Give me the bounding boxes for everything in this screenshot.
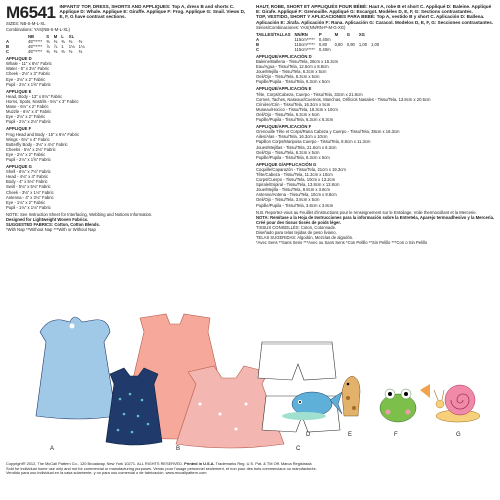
table-cell: ⅜ [78,39,83,45]
applique-fabric-line: Joues/Mejillas - Tissu/Tela, 21.6cm x 6.3cm [256,144,337,150]
applique-fabric-line: Pupille/Pupila - Tissu/Tela, 6.3cm x 6.3cm [256,117,334,123]
pattern-number: M6541 [6,3,56,22]
view-f-frog-applique [380,384,430,438]
table-header-cell: M [53,34,58,40]
table-row [256,47,383,52]
french-spanish-column [256,4,496,245]
applique-fabric-line: Corps/Cuerpo - Tissu/Tela, 10cm x 13.2cm [256,177,336,183]
table-cell: 1,00 [371,41,380,47]
applique-fabric-line: Museau/Hocico - Tissu/Tela, 16.3cm x 10cm [256,106,338,112]
printed-in-text: Printed in U.S.A. [184,461,215,466]
table-cell [347,47,359,52]
applique-fabric-line: Oeil/Ojo - Tissu/Tela, 6.3cm x 5cm [256,111,320,117]
applique-fabric-line: Oeil/Ojo - Tissu/Tela, 6.3cm x 5cm [256,149,320,155]
metric-table [256,32,383,52]
view-d-label: D [306,432,311,438]
french-notes [256,210,496,246]
table-cell: 45"***** [28,44,43,50]
trademark-text: Trademarks Reg. U.S. Pat. & TM Off. Marca Registrada [215,461,312,466]
applique-fabric-line: Oeil/Ojo - Tissu/Tela, 3.8cm x 5cm [256,197,320,203]
combinations-line: Combinations: YAS(NB-S-M-L-XL) [6,27,70,33]
table-cell: 0,90 [346,41,355,47]
note-line: Designed for Lightweight Woven Fabrics. [6,217,89,222]
table-header-cell: P [318,31,322,37]
table-header-cell: XG [358,31,365,37]
table-cell: 115cm***** [294,36,315,42]
table-cell: 45"***** [28,39,43,45]
view-g-label: G [456,432,461,438]
view-a-front-illustration [106,368,162,445]
table-cell: ⅜ [78,49,83,55]
note-line: *With Nap **Without Nap ***With or Without Nap [6,227,96,233]
copyright-text: Copyright® 2012, The McCall Pattern Co., 120 Broadway, New York 10271. ALL RIGHTS RESERVED. [6,461,184,466]
applique-fabric-line: Antenne/Antena - Tissu/Tela, 10cm x 8.8cm [256,192,337,198]
applique-fabric-line: Crinière/Crin - Tissu/Tela, 16.3cm x 5cm [256,101,331,107]
applique-fabric-line: Tête/Cabeza - Tissu/Tela, 11.3cm x 10cm [256,171,333,177]
table-cell: ⅜ [68,49,73,55]
note-line: NOTA: Remítase a la Hoja de Instrucciones para la información sobre la Entretela, Aparejo termoadhesivo y la Mercería. [256,214,495,220]
applique-fabric-line: Cornes, Taches, Naseaux/Cuernos, Manchas, Orificios Nasales - Tissu/Tela, 13.8cm x 20.5cm [256,96,431,102]
applique-fabric-line: Eau/Agua - Tissu/Tela, 12.5cm x 8.8cm [256,64,329,70]
french-description: HAUT, ROBE, SHORT ET APPLIQUÉS POUR BÉBÉ: Haut A, robe B et short C. Appliqué D: Baleine. Appliqué E: Girafe. Appliqué F: Grenouille. Appliqué G: Escargot. Modèles D, E, F, G: Sections contrastantes. [256,4,492,15]
view-g-snail-applique [434,385,480,438]
table-cell: 45"***** [28,49,43,55]
note-line: Créé pour des tissus tissés de poids léger. [256,219,341,225]
copyright-footer [6,462,494,476]
applique-fabric-line: Pupil - 2⅛" x 2⅛" Fabric [6,119,51,125]
note-line: SUGGESTED FABRICS: Cotton, Cotton Blends. [6,222,100,228]
spanish-description: TOP, VESTIDO, SHORT Y APLICACIONES PARA BEBÉ: Top A, vestido B y short C. Aplicación D: Ballena. Aplicación E: Jirafa. Aplicación F: Rana. Aplicación G: Caracol. Modelos D, E, F, G: Secciones contrastantes. [256,14,494,25]
table-header-cell: XL [68,34,75,40]
applique-fabric-line: Pupille/Pupila - Tissu/Tela, 3.8cm x 3.8cm [256,202,334,208]
applique-fabric-line: Mane - 6⅛" x 2" Fabric [6,104,49,110]
yardage-table [6,34,88,54]
note-line: *Avec Sens **Sans Sens ***Avec ou Sans Sens *Con Pelillo **Sin Pelillo ***Con o Sin Pelillo [256,240,428,246]
row-label: B [6,44,10,50]
applique-fabric-line: Wings - 6⅛" x 4" Fabric [6,136,50,142]
table-cell: 0,80 [334,41,343,47]
applique-fabric-line: Spirale/Espiral - Tissu/Tela, 13.8cm x 13.8cm [256,182,340,188]
note-line: NOTE: See Instruction Sheet for Interfacing, Webbing and Notions Information. [6,211,153,217]
row-label: A [256,36,260,42]
applique-fabric-line: Tête, Corps/Cabeza, Cuerpo - Tissu/Tela, 33cm x 21.8cm [256,91,363,97]
english-description: INFANTS' TOP, DRESS, SHORTS AND APPLIQUES: Top A, dress B and shorts C. Applique D: Whale. Applique E: Giraffe. Applique F: Frog. Applique G: Snail. Views D, E, F, G have contrast sections. [59,4,246,20]
table-cell: 0,40m [318,36,331,42]
table-cell: ⅜ [68,39,73,45]
view-b-label: B [176,446,181,452]
table-cell: ⅜ [61,39,65,45]
applique-fabric-line: Eye - 2⅛" x 2" Fabric [6,151,46,157]
row-label: B [256,41,260,47]
table-cell: 0,40m [318,46,331,52]
applique-fabric-line: Eye - 1⅛" x 2" Fabric [6,199,46,205]
english-header [6,4,249,21]
note-line: Diseñado para telas tejidas de peso liviano. [256,230,337,235]
table-cell [371,47,383,52]
applique-fabric-line: Whale - 11" x 6⅛" Fabric [6,61,52,67]
series-line: Séries/Combinaciones: YAS(NN/RN-P-M-G-XG) [256,24,346,30]
english-notes [6,212,249,232]
garment-illustrations [0,304,500,454]
row-label: C [6,49,10,55]
applique-fabric-line: Cheek - 3⅛" x 1⅛" Fabric [6,189,54,195]
applique-fabric-line: Muzzle - 6⅛" x 4" Fabric [6,109,52,115]
applique-fabric-line: Pupille/Pupila - Tissu/Tela, 6.3cm x 5cm [256,79,330,85]
applique-title: APPLIQUE F [6,126,32,132]
applique-fabric-line: Coquille/Caparazón - Tissu/Tela, 21cm x 19.3cm [256,166,346,172]
view-e-label: E [348,432,353,438]
table-header-cell: NN/RN [294,31,308,37]
applique-fabric-line: Cheek - 2⅛" x 3" Fabric [6,71,51,77]
table-header-cell: TAILLES/TALLAS [256,31,291,37]
row-label: A [6,39,10,45]
applique-fabric-line: Ailes/Alas - Tissu/Tela, 16.3cm x 10cm [256,134,328,140]
applique-fabric-line: Pupil - 1⅛" x 1⅛" Fabric [6,204,51,210]
applique-title: APPLIQUE/APPLICACIÓN E [256,86,312,92]
table-cell: 1,00 [358,41,368,47]
applique-fabric-line: Grenouille Tête et Corps/Rana Cabeza y Cuerpo - Tissu/Tela, 38cm x 16.3cm [256,129,400,135]
applique-fabric-line: Joue/Mejilla - Tissu/Tela, 8.8cm x 3.8cm [256,187,331,193]
applique-fabric-line: Eye - 2⅛" x 2" Fabric [6,76,46,82]
applique-fabric-line: Frog Head and Body - 15" x 6⅛" Fabric [6,131,80,137]
applique-fabric-line: Head - 4⅛" x 4" Fabric [6,174,49,180]
home-use-notice-es: Vendido para uso individual en la casa solamente, y no para uso comercial o de fabricación. www.mccallpattern.com [6,470,207,476]
table-header-cell: L [61,34,64,40]
table-cell: 115cm***** [294,46,315,52]
applique-fabric-line: Pupil - 2⅛" x 1⅝" Fabric [6,81,51,87]
applique-title: APPLIQUE E [6,88,32,94]
table-cell: ⅞ [46,44,50,50]
note-line: N.B. Reportez-vous au Feuillet d'instructions pour le renseignement sur le Entoilage, Voile thermocollant et la Mercerie. [256,209,477,215]
table-header-cell: M [334,31,339,37]
english-applique-list [6,56,249,210]
row-label: C [256,46,260,52]
applique-title: APPLIQUE G [6,164,32,170]
applique-fabric-line: Swirl - 5⅛" x 5⅛" Fabric [6,184,51,190]
applique-title: APPLIQUE/APPLICACIÓN D [256,53,312,59]
english-column [6,4,249,232]
table-cell: 1⅛ [68,44,75,50]
applique-fabric-line: Pupille/Pupila - Tissu/Tela, 6.3cm x 5cm [256,154,330,160]
applique-fabric-line: Antenna - 4" x 3⅛" Fabric [6,194,54,200]
table-cell: ⅜ [46,39,50,45]
applique-title: APPLIQUE G/APPLICACIÓN G [256,161,317,167]
applique-fabric-line: Horns, Spots, Nostrils - 5⅛" x 3" Fabric [6,98,79,104]
table-header-cell: S [46,34,50,40]
table-cell [335,47,347,52]
table-cell: ⅜ [61,49,65,55]
applique-fabric-line: Body - 4" x 5⅛" Fabric [6,179,48,185]
applique-fabric-line: Baleine/Ballena - Tissu/Tela, 28cm x 16.3cm [256,59,339,64]
table-header-cell: G [346,31,350,37]
applique-fabric-line: Joue/Mejilla - Tissu/Tela, 6.3cm x 5cm [256,69,327,75]
home-use-notice: Sold for individual home use only and not for commercial or manufacturing purposes. Vendu pour l'usage personnel seulement, et non pour des buts commerciaux ou manufacturés. [6,465,317,471]
table-cell [359,47,371,52]
note-line: TISSUS CONSEILLÉS: Coton, Cotonnade. [256,224,337,230]
applique-fabric-line: Cheeks - 5⅛" x 2⅛" Fabric [6,146,56,152]
table-cell: 1 [61,44,64,50]
applique-fabric-line: Head, Body - 13" x 8⅛" Fabric [6,93,63,99]
table-cell: ⅜ [46,49,50,55]
table-cell: ⅜ [53,49,58,55]
applique-fabric-line: Eye - 2⅛" x 2" Fabric [6,114,46,120]
view-e-giraffe-applique [342,376,360,438]
view-a-top-illustration [36,317,116,452]
view-f-label: F [394,432,398,438]
applique-fabric-line: Papillon Corps/Mariposa Cuerpo - Tissu/Tela, 8.8cm x 11.3cm [256,139,371,145]
table-cell: 115cm***** [294,41,315,47]
applique-title: APPLIQUE D [6,56,32,62]
applique-fabric-line: Shell - 8⅛" x 7⅛" Fabric [6,169,51,175]
applique-fabric-line: Butterfly Body - 3⅛" x 4⅛" Fabric [6,141,68,147]
table-row [6,49,88,54]
view-c-label: C [296,446,301,452]
view-a-label: A [50,446,55,452]
table-header-cell: NB [28,34,35,40]
table-cell: 1⅛ [78,44,85,50]
sizes-line: SIZES: NB-S-M-L-XL [6,21,46,26]
applique-fabric-line: Water - 5" x 3⅛" Fabric [6,66,50,72]
applique-fabric-line: Oeil/Ojo - Tissu/Tela, 6.3cm x 5cm [256,74,320,80]
applique-fabric-line: Pupil - 2⅛" x 1⅝" Fabric [6,156,51,162]
table-cell: 0,80 [318,41,328,47]
table-cell: ⅞ [53,44,58,50]
table-cell: ⅜ [53,39,58,45]
applique-title: APPLIQUE/APPLICACIÓN F [256,124,312,130]
french-applique-list [256,54,496,208]
note-line: TELAS SUGERIDAS: Algodón, Mezclas de algodón. [256,235,354,241]
